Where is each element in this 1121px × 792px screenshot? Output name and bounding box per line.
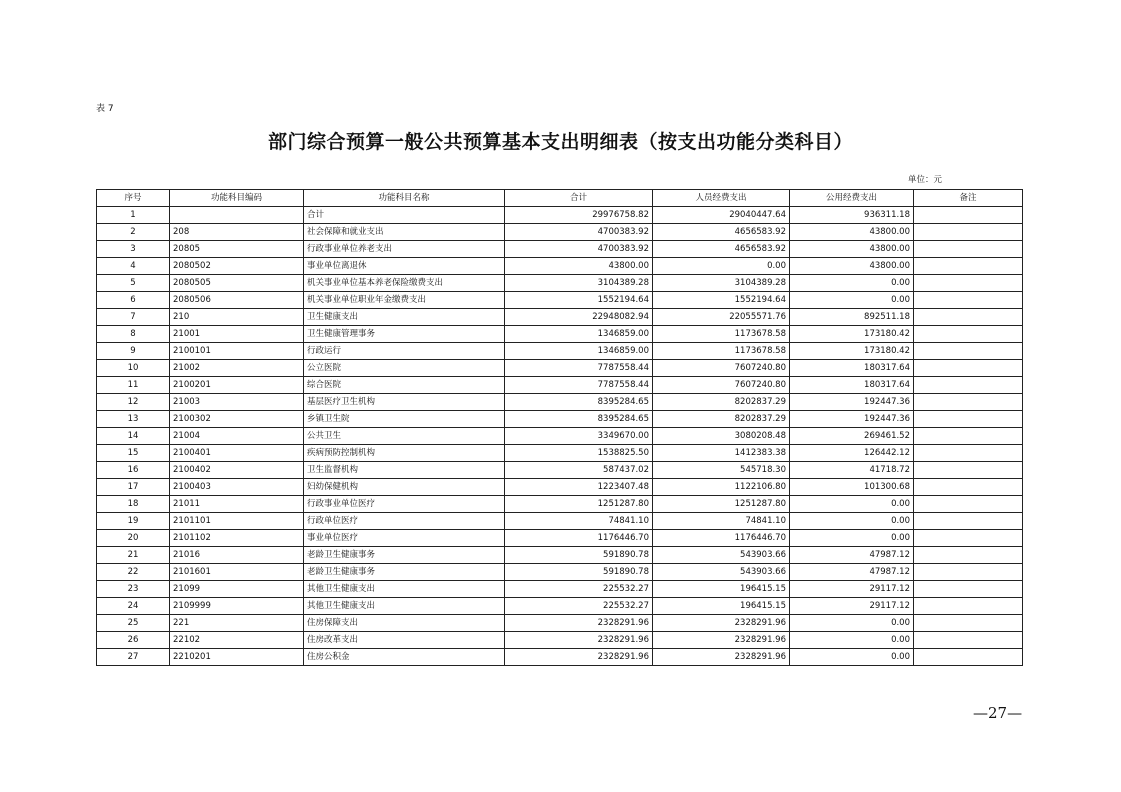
table-row (97, 649, 1023, 666)
total-cell: 1552194.64 (505, 292, 653, 309)
remarks-cell (914, 649, 1023, 666)
function-name-cell: 公立医院 (304, 360, 505, 377)
table-row (97, 496, 1023, 513)
table-row (97, 343, 1023, 360)
function-code-cell: 21001 (170, 326, 304, 343)
table-row (97, 615, 1023, 632)
table-row (97, 462, 1023, 479)
remarks-cell (914, 632, 1023, 649)
remarks-cell (914, 445, 1023, 462)
total-cell: 225532.27 (505, 598, 653, 615)
function-code-cell: 2210201 (170, 649, 304, 666)
total-cell: 4700383.92 (505, 224, 653, 241)
remarks-cell (914, 479, 1023, 496)
function-name-cell: 疾病预防控制机构 (304, 445, 505, 462)
public-expense-cell: 0.00 (790, 530, 914, 547)
function-name-cell: 老龄卫生健康事务 (304, 547, 505, 564)
row-number-cell: 7 (97, 309, 170, 326)
function-name-cell: 老龄卫生健康事务 (304, 564, 505, 581)
total-cell: 1538825.50 (505, 445, 653, 462)
function-code-cell: 2100403 (170, 479, 304, 496)
document-title: 部门综合预算一般公共预算基本支出明细表（按支出功能分类科目） (267, 131, 853, 153)
remarks-cell (914, 377, 1023, 394)
personnel-expense-cell: 543903.66 (653, 547, 790, 564)
row-number-cell: 15 (97, 445, 170, 462)
table-row (97, 564, 1023, 581)
public-expense-cell: 0.00 (790, 649, 914, 666)
row-number-cell: 12 (97, 394, 170, 411)
public-expense-cell: 29117.12 (790, 598, 914, 615)
function-code-cell: 2080505 (170, 275, 304, 292)
unit-label: 单位：元 (908, 175, 943, 185)
function-code-cell: 2100402 (170, 462, 304, 479)
public-expense-cell: 0.00 (790, 292, 914, 309)
total-cell: 7787558.44 (505, 377, 653, 394)
function-code-cell: 21011 (170, 496, 304, 513)
public-expense-cell: 126442.12 (790, 445, 914, 462)
table-label: 表 7 (96, 104, 114, 114)
row-number-cell: 21 (97, 547, 170, 564)
remarks-cell (914, 513, 1023, 530)
remarks-cell (914, 292, 1023, 309)
row-number-cell: 5 (97, 275, 170, 292)
function-name-cell: 卫生监督机构 (304, 462, 505, 479)
function-name-cell: 其他卫生健康支出 (304, 598, 505, 615)
function-code-cell: 2100101 (170, 343, 304, 360)
public-expense-cell: 269461.52 (790, 428, 914, 445)
public-expense-cell: 173180.42 (790, 343, 914, 360)
public-expense-cell: 29117.12 (790, 581, 914, 598)
personnel-expense-cell: 8202837.29 (653, 394, 790, 411)
table-row (97, 479, 1023, 496)
public-expense-cell: 0.00 (790, 615, 914, 632)
function-name-cell: 合计 (304, 207, 505, 224)
function-code-cell: 2101102 (170, 530, 304, 547)
remarks-cell (914, 224, 1023, 241)
row-number-cell: 16 (97, 462, 170, 479)
row-number-cell: 10 (97, 360, 170, 377)
table-row (97, 394, 1023, 411)
function-name-cell: 事业单位离退休 (304, 258, 505, 275)
total-cell: 8395284.65 (505, 411, 653, 428)
table-row (97, 275, 1023, 292)
column-header: 备注 (914, 190, 1023, 207)
total-cell: 74841.10 (505, 513, 653, 530)
public-expense-cell: 43800.00 (790, 241, 914, 258)
row-number-cell: 24 (97, 598, 170, 615)
function-name-cell: 社会保障和就业支出 (304, 224, 505, 241)
total-cell: 29976758.82 (505, 207, 653, 224)
total-cell: 591890.78 (505, 564, 653, 581)
personnel-expense-cell: 545718.30 (653, 462, 790, 479)
page-number: —27— (973, 704, 1023, 722)
total-cell: 2328291.96 (505, 632, 653, 649)
table-row (97, 428, 1023, 445)
personnel-expense-cell: 1176446.70 (653, 530, 790, 547)
total-cell: 587437.02 (505, 462, 653, 479)
personnel-expense-cell: 7607240.80 (653, 377, 790, 394)
function-name-cell: 机关事业单位职业年金缴费支出 (304, 292, 505, 309)
public-expense-cell: 173180.42 (790, 326, 914, 343)
function-name-cell: 卫生健康管理事务 (304, 326, 505, 343)
remarks-cell (914, 360, 1023, 377)
remarks-cell (914, 241, 1023, 258)
table-row (97, 445, 1023, 462)
public-expense-cell: 180317.64 (790, 377, 914, 394)
remarks-cell (914, 343, 1023, 360)
table-row (97, 377, 1023, 394)
public-expense-cell: 192447.36 (790, 411, 914, 428)
function-code-cell: 2101101 (170, 513, 304, 530)
function-code-cell: 210 (170, 309, 304, 326)
personnel-expense-cell: 4656583.92 (653, 224, 790, 241)
personnel-expense-cell: 29040447.64 (653, 207, 790, 224)
remarks-cell (914, 326, 1023, 343)
public-expense-cell: 43800.00 (790, 258, 914, 275)
total-cell: 43800.00 (505, 258, 653, 275)
column-header: 功能科目编码 (170, 190, 304, 207)
row-number-cell: 19 (97, 513, 170, 530)
total-cell: 3349670.00 (505, 428, 653, 445)
remarks-cell (914, 615, 1023, 632)
public-expense-cell: 892511.18 (790, 309, 914, 326)
remarks-cell (914, 564, 1023, 581)
personnel-expense-cell: 2328291.96 (653, 615, 790, 632)
remarks-cell (914, 598, 1023, 615)
table-row (97, 258, 1023, 275)
table-row (97, 292, 1023, 309)
public-expense-cell: 180317.64 (790, 360, 914, 377)
total-cell: 4700383.92 (505, 241, 653, 258)
table-row (97, 360, 1023, 377)
total-cell: 22948082.94 (505, 309, 653, 326)
row-number-cell: 22 (97, 564, 170, 581)
public-expense-cell: 0.00 (790, 496, 914, 513)
table-body (97, 207, 1023, 666)
function-code-cell: 21002 (170, 360, 304, 377)
total-cell: 225532.27 (505, 581, 653, 598)
public-expense-cell: 47987.12 (790, 547, 914, 564)
personnel-expense-cell: 1173678.58 (653, 343, 790, 360)
total-cell: 1176446.70 (505, 530, 653, 547)
table-row (97, 530, 1023, 547)
public-expense-cell: 101300.68 (790, 479, 914, 496)
remarks-cell (914, 258, 1023, 275)
function-code-cell: 21003 (170, 394, 304, 411)
function-name-cell: 行政事业单位养老支出 (304, 241, 505, 258)
function-name-cell: 住房改革支出 (304, 632, 505, 649)
function-code-cell: 221 (170, 615, 304, 632)
row-number-cell: 26 (97, 632, 170, 649)
function-name-cell: 机关事业单位基本养老保险缴费支出 (304, 275, 505, 292)
remarks-cell (914, 309, 1023, 326)
row-number-cell: 2 (97, 224, 170, 241)
personnel-expense-cell: 543903.66 (653, 564, 790, 581)
remarks-cell (914, 462, 1023, 479)
column-header: 合计 (505, 190, 653, 207)
table-row (97, 513, 1023, 530)
column-header: 公用经费支出 (790, 190, 914, 207)
function-code-cell: 2101601 (170, 564, 304, 581)
total-cell: 1346859.00 (505, 343, 653, 360)
personnel-expense-cell: 1251287.80 (653, 496, 790, 513)
row-number-cell: 1 (97, 207, 170, 224)
table-row (97, 241, 1023, 258)
public-expense-cell: 0.00 (790, 632, 914, 649)
function-name-cell: 公共卫生 (304, 428, 505, 445)
table-row (97, 309, 1023, 326)
function-code-cell: 21099 (170, 581, 304, 598)
function-name-cell: 妇幼保健机构 (304, 479, 505, 496)
remarks-cell (914, 496, 1023, 513)
function-code-cell: 2109999 (170, 598, 304, 615)
remarks-cell (914, 394, 1023, 411)
budget-table (96, 189, 1023, 666)
row-number-cell: 3 (97, 241, 170, 258)
personnel-expense-cell: 3080208.48 (653, 428, 790, 445)
table-row (97, 207, 1023, 224)
function-name-cell: 事业单位医疗 (304, 530, 505, 547)
total-cell: 7787558.44 (505, 360, 653, 377)
function-name-cell: 行政事业单位医疗 (304, 496, 505, 513)
personnel-expense-cell: 1122106.80 (653, 479, 790, 496)
personnel-expense-cell: 4656583.92 (653, 241, 790, 258)
personnel-expense-cell: 1173678.58 (653, 326, 790, 343)
personnel-expense-cell: 22055571.76 (653, 309, 790, 326)
public-expense-cell: 43800.00 (790, 224, 914, 241)
function-code-cell: 2100302 (170, 411, 304, 428)
table-row (97, 224, 1023, 241)
function-name-cell: 住房公积金 (304, 649, 505, 666)
personnel-expense-cell: 3104389.28 (653, 275, 790, 292)
table-row (97, 547, 1023, 564)
function-name-cell: 行政单位医疗 (304, 513, 505, 530)
total-cell: 8395284.65 (505, 394, 653, 411)
public-expense-cell: 47987.12 (790, 564, 914, 581)
personnel-expense-cell: 1412383.38 (653, 445, 790, 462)
personnel-expense-cell: 196415.15 (653, 598, 790, 615)
function-name-cell: 卫生健康支出 (304, 309, 505, 326)
row-number-cell: 13 (97, 411, 170, 428)
table-header-row (97, 190, 1023, 207)
personnel-expense-cell: 196415.15 (653, 581, 790, 598)
function-name-cell: 基层医疗卫生机构 (304, 394, 505, 411)
row-number-cell: 4 (97, 258, 170, 275)
function-name-cell: 乡镇卫生院 (304, 411, 505, 428)
row-number-cell: 11 (97, 377, 170, 394)
total-cell: 2328291.96 (505, 649, 653, 666)
remarks-cell (914, 428, 1023, 445)
row-number-cell: 8 (97, 326, 170, 343)
function-code-cell: 208 (170, 224, 304, 241)
table-row (97, 632, 1023, 649)
personnel-expense-cell: 1552194.64 (653, 292, 790, 309)
function-name-cell: 其他卫生健康支出 (304, 581, 505, 598)
function-code-cell: 2100201 (170, 377, 304, 394)
public-expense-cell: 41718.72 (790, 462, 914, 479)
personnel-expense-cell: 8202837.29 (653, 411, 790, 428)
function-code-cell: 20805 (170, 241, 304, 258)
column-header: 人员经费支出 (653, 190, 790, 207)
row-number-cell: 9 (97, 343, 170, 360)
remarks-cell (914, 411, 1023, 428)
public-expense-cell: 192447.36 (790, 394, 914, 411)
total-cell: 3104389.28 (505, 275, 653, 292)
remarks-cell (914, 530, 1023, 547)
function-name-cell: 行政运行 (304, 343, 505, 360)
function-code-cell: 21004 (170, 428, 304, 445)
column-header: 序号 (97, 190, 170, 207)
row-number-cell: 25 (97, 615, 170, 632)
total-cell: 1223407.48 (505, 479, 653, 496)
total-cell: 2328291.96 (505, 615, 653, 632)
table-row (97, 598, 1023, 615)
row-number-cell: 18 (97, 496, 170, 513)
row-number-cell: 6 (97, 292, 170, 309)
personnel-expense-cell: 74841.10 (653, 513, 790, 530)
function-code-cell: 2080502 (170, 258, 304, 275)
personnel-expense-cell: 2328291.96 (653, 649, 790, 666)
personnel-expense-cell: 7607240.80 (653, 360, 790, 377)
table-row (97, 581, 1023, 598)
remarks-cell (914, 275, 1023, 292)
function-code-cell (170, 207, 304, 224)
function-name-cell: 综合医院 (304, 377, 505, 394)
total-cell: 1251287.80 (505, 496, 653, 513)
remarks-cell (914, 581, 1023, 598)
row-number-cell: 27 (97, 649, 170, 666)
remarks-cell (914, 547, 1023, 564)
column-header: 功能科目名称 (304, 190, 505, 207)
personnel-expense-cell: 2328291.96 (653, 632, 790, 649)
function-code-cell: 22102 (170, 632, 304, 649)
function-code-cell: 21016 (170, 547, 304, 564)
row-number-cell: 23 (97, 581, 170, 598)
row-number-cell: 14 (97, 428, 170, 445)
personnel-expense-cell: 0.00 (653, 258, 790, 275)
table-row (97, 326, 1023, 343)
public-expense-cell: 0.00 (790, 513, 914, 530)
function-name-cell: 住房保障支出 (304, 615, 505, 632)
total-cell: 591890.78 (505, 547, 653, 564)
public-expense-cell: 0.00 (790, 275, 914, 292)
function-code-cell: 2080506 (170, 292, 304, 309)
row-number-cell: 20 (97, 530, 170, 547)
table-row (97, 411, 1023, 428)
public-expense-cell: 936311.18 (790, 207, 914, 224)
remarks-cell (914, 207, 1023, 224)
row-number-cell: 17 (97, 479, 170, 496)
function-code-cell: 2100401 (170, 445, 304, 462)
total-cell: 1346859.00 (505, 326, 653, 343)
